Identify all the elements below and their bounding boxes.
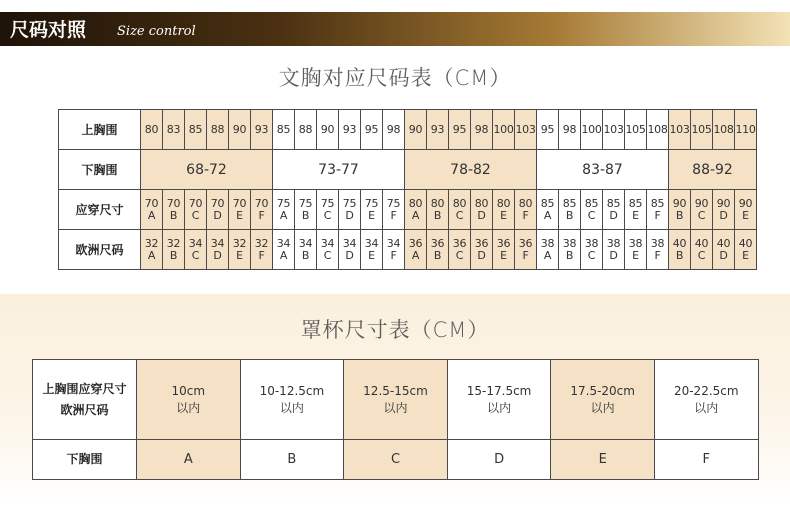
fit-size-cell: 75 A (273, 190, 295, 230)
row-label-under-bust: 下胸围 (59, 150, 141, 190)
eu-size-cell: 36 A (405, 230, 427, 270)
row-label-fit-eu-size: 上胸围应穿尺寸 欧洲尺码 (33, 360, 137, 440)
eu-size-cell: 36 D (471, 230, 493, 270)
cup-range-cell: 10cm 以内 (137, 360, 241, 440)
upper-bust-cell: 95 (361, 110, 383, 150)
eu-size-cell: 34 D (207, 230, 229, 270)
fit-size-cell: 70 E (229, 190, 251, 230)
upper-bust-cell: 90 (405, 110, 427, 150)
upper-bust-row (59, 110, 757, 150)
eu-size-cell: 36 F (515, 230, 537, 270)
cup-range-row (33, 360, 759, 440)
header-title: 尺码对照 (10, 19, 87, 41)
fit-size-cell: 80 A (405, 190, 427, 230)
row-label-under-bust: 下胸围 (33, 440, 137, 480)
eu-size-cell: 36 C (449, 230, 471, 270)
eu-size-cell: 38 D (603, 230, 625, 270)
upper-bust-cell: 108 (713, 110, 735, 150)
eu-size-cell: 40 D (713, 230, 735, 270)
cup-letter-row (33, 440, 759, 480)
upper-bust-cell: 88 (295, 110, 317, 150)
eu-size-cell: 32 B (163, 230, 185, 270)
eu-size-cell: 36 E (493, 230, 515, 270)
upper-bust-cell: 93 (427, 110, 449, 150)
fit-size-cell: 70 F (251, 190, 273, 230)
fit-size-cell: 80 D (471, 190, 493, 230)
upper-bust-cell: 98 (383, 110, 405, 150)
cup-size-table-title: 罩杯尺寸表（CM） (300, 318, 490, 342)
cup-letter-cell: D (447, 440, 551, 480)
fit-size-cell: 90 B (669, 190, 691, 230)
fit-size-cell: 75 C (317, 190, 339, 230)
fit-size-cell: 80 C (449, 190, 471, 230)
under-bust-range-cell: 78-82 (405, 150, 537, 190)
cup-range-cell: 17.5-20cm 以内 (551, 360, 655, 440)
eu-size-cell: 40 B (669, 230, 691, 270)
fit-size-cell: 85 E (625, 190, 647, 230)
fit-size-cell: 85 C (581, 190, 603, 230)
upper-bust-cell: 93 (339, 110, 361, 150)
eu-size-cell: 34 C (185, 230, 207, 270)
fit-size-cell: 90 D (713, 190, 735, 230)
upper-bust-cell: 90 (317, 110, 339, 150)
eu-size-cell: 38 E (625, 230, 647, 270)
under-bust-range-cell: 88-92 (669, 150, 757, 190)
cup-letter-cell: E (551, 440, 655, 480)
under-bust-range-cell: 83-87 (537, 150, 669, 190)
eu-size-cell: 34 D (339, 230, 361, 270)
cup-letter-cell: C (344, 440, 448, 480)
under-bust-row (59, 150, 757, 190)
fit-size-cell: 90 E (735, 190, 757, 230)
upper-bust-cell: 83 (163, 110, 185, 150)
fit-size-cell: 75 E (361, 190, 383, 230)
cup-letter-cell: B (240, 440, 344, 480)
row-label-fit-size: 应穿尺寸 (59, 190, 141, 230)
fit-size-cell: 80 B (427, 190, 449, 230)
fit-size-cell: 70 B (163, 190, 185, 230)
eu-size-cell: 40 E (735, 230, 757, 270)
cup-size-table (32, 359, 759, 480)
upper-bust-cell: 110 (735, 110, 757, 150)
eu-size-cell: 34 A (273, 230, 295, 270)
fit-size-cell: 85 F (647, 190, 669, 230)
eu-size-cell: 32 A (141, 230, 163, 270)
fit-size-cell: 75 B (295, 190, 317, 230)
upper-bust-cell: 98 (471, 110, 493, 150)
cup-range-cell: 20-22.5cm 以内 (654, 360, 758, 440)
under-bust-range-cell: 73-77 (273, 150, 405, 190)
eu-size-cell: 34 F (383, 230, 405, 270)
row-label-upper-bust: 上胸围 (59, 110, 141, 150)
eu-size-cell: 38 B (559, 230, 581, 270)
cup-letter-cell: F (654, 440, 758, 480)
header-subtitle: Size control (117, 24, 196, 39)
upper-bust-cell: 95 (449, 110, 471, 150)
fit-size-row (59, 190, 757, 230)
fit-size-cell: 80 F (515, 190, 537, 230)
eu-size-cell: 38 C (581, 230, 603, 270)
upper-bust-cell: 100 (493, 110, 515, 150)
fit-size-cell: 75 F (383, 190, 405, 230)
upper-bust-cell: 85 (273, 110, 295, 150)
upper-bust-cell: 108 (647, 110, 669, 150)
fit-size-cell: 70 C (185, 190, 207, 230)
fit-size-cell: 85 A (537, 190, 559, 230)
upper-bust-cell: 88 (207, 110, 229, 150)
fit-size-cell: 80 E (493, 190, 515, 230)
upper-bust-cell: 95 (537, 110, 559, 150)
eu-size-cell: 34 B (295, 230, 317, 270)
eu-size-cell: 32 E (229, 230, 251, 270)
upper-bust-cell: 98 (559, 110, 581, 150)
eu-size-cell: 34 E (361, 230, 383, 270)
bra-size-table (58, 109, 757, 270)
eu-size-cell: 32 F (251, 230, 273, 270)
upper-bust-cell: 85 (185, 110, 207, 150)
eu-size-cell: 34 C (317, 230, 339, 270)
upper-bust-cell: 90 (229, 110, 251, 150)
fit-size-cell: 85 D (603, 190, 625, 230)
section-header-bar (0, 12, 790, 46)
eu-size-row (59, 230, 757, 270)
cup-range-cell: 15-17.5cm 以内 (447, 360, 551, 440)
upper-bust-cell: 80 (141, 110, 163, 150)
upper-bust-cell: 105 (625, 110, 647, 150)
upper-bust-cell: 105 (691, 110, 713, 150)
fit-size-cell: 70 A (141, 190, 163, 230)
upper-bust-cell: 93 (251, 110, 273, 150)
eu-size-cell: 38 A (537, 230, 559, 270)
cup-range-cell: 10-12.5cm 以内 (240, 360, 344, 440)
upper-bust-cell: 103 (669, 110, 691, 150)
fit-size-cell: 85 B (559, 190, 581, 230)
cup-letter-cell: A (137, 440, 241, 480)
upper-bust-cell: 103 (515, 110, 537, 150)
upper-bust-cell: 100 (581, 110, 603, 150)
eu-size-cell: 36 B (427, 230, 449, 270)
cup-range-cell: 12.5-15cm 以内 (344, 360, 448, 440)
eu-size-cell: 40 C (691, 230, 713, 270)
fit-size-cell: 90 C (691, 190, 713, 230)
row-label-eu-size: 欧洲尺码 (59, 230, 141, 270)
upper-bust-cell: 103 (603, 110, 625, 150)
fit-size-cell: 70 D (207, 190, 229, 230)
under-bust-range-cell: 68-72 (141, 150, 273, 190)
fit-size-cell: 75 D (339, 190, 361, 230)
bra-size-table-title: 文胸对应尺码表（CM） (278, 66, 512, 90)
eu-size-cell: 38 F (647, 230, 669, 270)
